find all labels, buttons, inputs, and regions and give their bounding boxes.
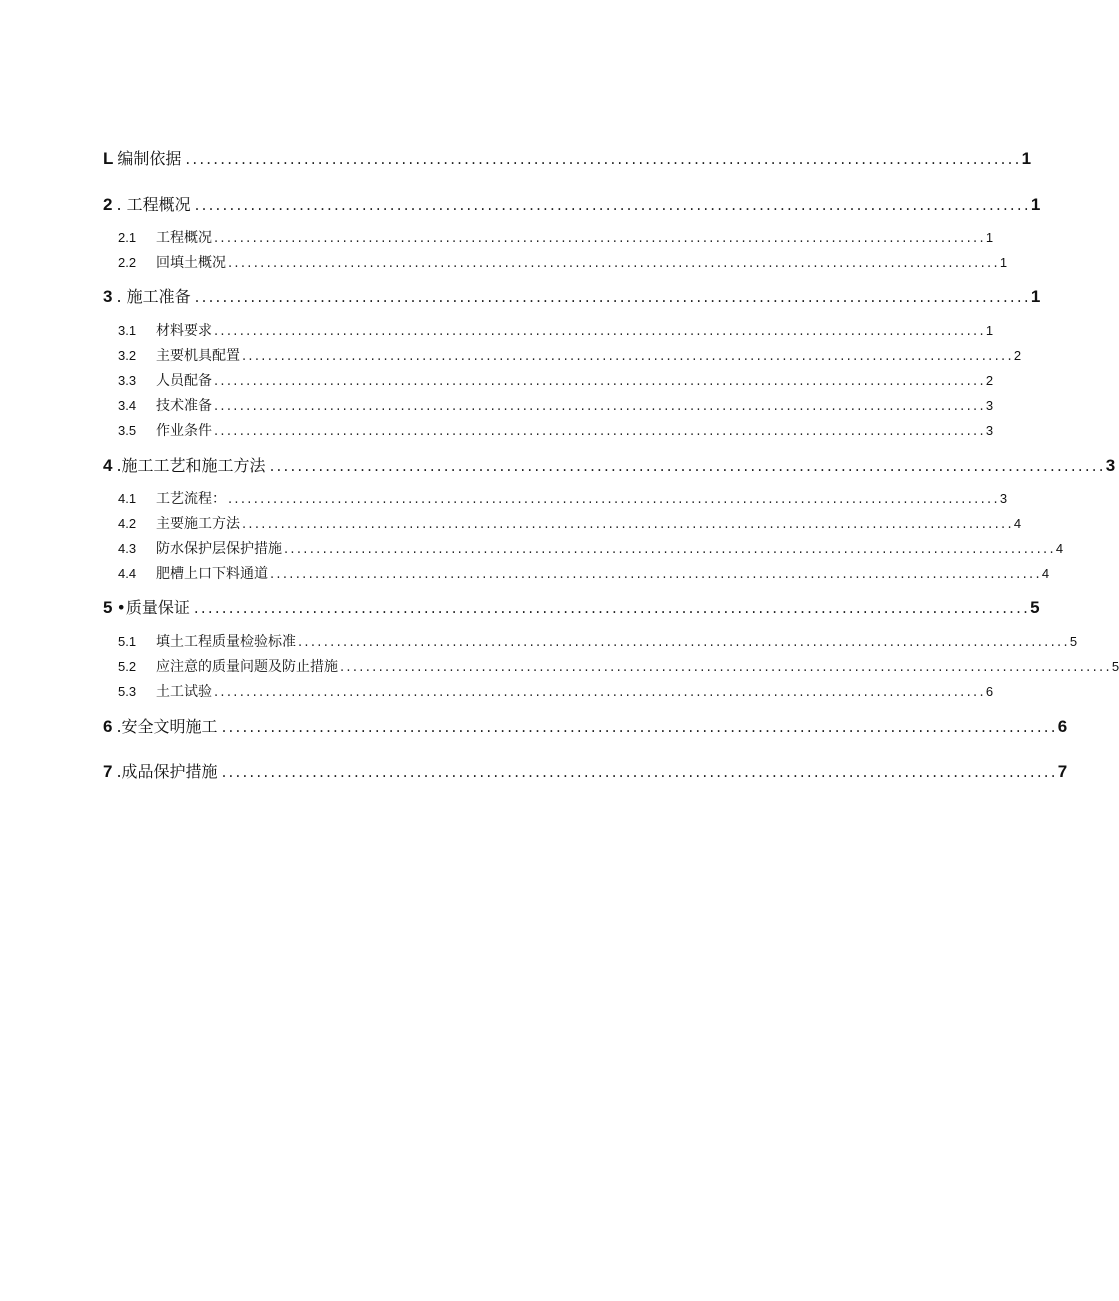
- toc-entry-title: .安全文明施工: [116, 717, 218, 736]
- toc-entry-page: 3: [985, 398, 994, 413]
- dot-leader: ........................................................................................................................: [214, 231, 986, 246]
- toc-entry-page: 1: [1030, 287, 1041, 306]
- toc-entry-title: 工程概况: [156, 230, 212, 246]
- toc-entry-page: 4: [1055, 541, 1064, 556]
- toc-entry[interactable]: [118, 539, 1064, 559]
- toc-entry[interactable]: [118, 421, 994, 441]
- toc-entry-title: 回填土概况: [156, 255, 226, 271]
- dot-leader: ........................................................................................................................: [228, 492, 1000, 507]
- toc-entry-number: 3.1: [118, 323, 137, 338]
- toc-entry-number: 2.2: [118, 255, 137, 270]
- toc-entry-title: .成品保护措施: [116, 762, 218, 781]
- toc-entry[interactable]: [118, 682, 994, 702]
- toc-entry-title: 作业条件: [156, 423, 212, 439]
- dot-leader: ........................................................................................................................: [221, 718, 1058, 736]
- toc-entry-title: 防水保护层保护措施: [156, 541, 282, 557]
- toc-entry[interactable]: [118, 371, 994, 391]
- toc-entry-number: 3.2: [118, 348, 137, 363]
- toc-entry[interactable]: [118, 564, 1050, 584]
- toc-entry-number: 5.3: [118, 684, 137, 699]
- toc-entry[interactable]: [118, 396, 994, 416]
- toc-entry-number: 4: [103, 456, 113, 475]
- toc-entry-page: 4: [1041, 566, 1050, 581]
- toc-entry-number: 4.3: [118, 541, 137, 556]
- toc-entry-title: 人员配备: [156, 373, 212, 389]
- toc-entry-page: 5: [1030, 598, 1040, 617]
- toc-entry-page: 1: [985, 323, 994, 338]
- toc-entry-number: 3.5: [118, 423, 137, 438]
- toc-entry-number: 6: [103, 717, 113, 736]
- toc-entry-number: 3.3: [118, 373, 137, 388]
- toc-entry-page: 1: [1030, 195, 1041, 214]
- toc-entry[interactable]: [118, 321, 994, 341]
- toc-entry[interactable]: [118, 514, 1022, 534]
- toc-entry-title: 材料要求: [156, 323, 212, 339]
- dot-leader: ........................................................................................................................: [214, 685, 986, 700]
- dot-leader: ........................................................................................................................: [194, 288, 1031, 306]
- dot-leader: ........................................................................................................................: [214, 374, 986, 389]
- toc-entry-title: 土工试验: [156, 684, 212, 700]
- toc-entry[interactable]: [118, 228, 994, 248]
- toc-entry[interactable]: [118, 253, 1008, 273]
- dot-leader: ........................................................................................................................: [269, 457, 1106, 475]
- dot-leader: ........................................................................................................................: [185, 150, 1022, 168]
- dot-leader: ........................................................................................................................: [228, 256, 1000, 271]
- toc-entry-title: .施工工艺和施工方法: [116, 456, 266, 475]
- toc-entry[interactable]: [103, 716, 1068, 738]
- toc-entry-title: •质量保证: [116, 598, 190, 617]
- toc-entry-number: 4.4: [118, 566, 137, 581]
- toc-entry-number: 3: [103, 287, 113, 306]
- toc-entry-number: 3.4: [118, 398, 137, 413]
- dot-leader: ........................................................................................................................: [193, 599, 1031, 617]
- toc-entry-title: 编制依据: [117, 149, 182, 168]
- dot-leader: ........................................................................................................................: [194, 196, 1031, 214]
- dot-leader: ........................................................................................................................: [340, 660, 1112, 675]
- toc-entry-title: 工艺流程：: [156, 491, 226, 507]
- toc-entry-number: 2.1: [118, 230, 137, 245]
- dot-leader: ........................................................................................................................: [298, 635, 1070, 650]
- toc-entry[interactable]: [118, 657, 1119, 677]
- toc-entry-number: 4.2: [118, 516, 137, 531]
- toc-entry-page: 1: [999, 255, 1008, 270]
- toc-entry-title: 应注意的质量问题及防止措施: [156, 659, 338, 675]
- toc-entry-title: 技术准备: [156, 398, 212, 414]
- toc-entry[interactable]: [103, 286, 1041, 308]
- dot-leader: ........................................................................................................................: [242, 349, 1014, 364]
- toc-entry-page: 5: [1111, 659, 1119, 674]
- toc-entry-number: 5: [103, 598, 113, 617]
- toc-entry[interactable]: [118, 632, 1078, 652]
- dot-leader: ........................................................................................................................: [242, 517, 1014, 532]
- dot-leader: ........................................................................................................................: [214, 424, 986, 439]
- toc-entry-page: 6: [1057, 717, 1068, 736]
- toc-entry-page: 5: [1069, 634, 1078, 649]
- toc-entry-page: 1: [985, 230, 994, 245]
- toc-entry-page: 2: [1013, 348, 1022, 363]
- toc-entry[interactable]: [103, 597, 1040, 619]
- toc-entry-page: 6: [985, 684, 994, 699]
- toc-entry-page: 3: [985, 423, 994, 438]
- toc-entry-page: 3: [999, 491, 1008, 506]
- toc-entry-title: . 工程概况: [116, 195, 191, 214]
- toc-entry[interactable]: [118, 489, 1008, 509]
- toc-entry[interactable]: [103, 194, 1041, 216]
- toc-entry-number: 2: [103, 195, 113, 214]
- toc-entry-number: 4.1: [118, 491, 137, 506]
- toc-entry-title: 填土工程质量检验标准: [156, 634, 296, 650]
- dot-leader: ........................................................................................................................: [221, 763, 1058, 781]
- dot-leader: ........................................................................................................................: [284, 542, 1056, 557]
- toc-entry[interactable]: [103, 148, 1032, 170]
- toc-entry-title: 肥槽上口下料通道: [156, 566, 268, 582]
- toc-entry-page: 3: [1105, 456, 1116, 475]
- toc-entry-number: L: [103, 149, 114, 168]
- toc-entry[interactable]: [118, 346, 1022, 366]
- toc-entry-page: 7: [1057, 762, 1068, 781]
- toc-entry-page: 1: [1021, 149, 1032, 168]
- toc-entry-page: 2: [985, 373, 994, 388]
- toc-entry-title: 主要机具配置: [156, 348, 240, 364]
- toc-entry[interactable]: [103, 761, 1068, 783]
- toc-entry-page: 4: [1013, 516, 1022, 531]
- toc-entry-number: 5.2: [118, 659, 137, 674]
- dot-leader: ........................................................................................................................: [270, 567, 1042, 582]
- toc-entry-number: 7: [103, 762, 113, 781]
- toc-entry-title: . 施工准备: [116, 287, 191, 306]
- toc-entry[interactable]: [103, 455, 1116, 477]
- toc-entry-number: 5.1: [118, 634, 137, 649]
- toc-entry-title: 主要施工方法: [156, 516, 240, 532]
- dot-leader: ........................................................................................................................: [214, 399, 986, 414]
- dot-leader: ........................................................................................................................: [214, 324, 986, 339]
